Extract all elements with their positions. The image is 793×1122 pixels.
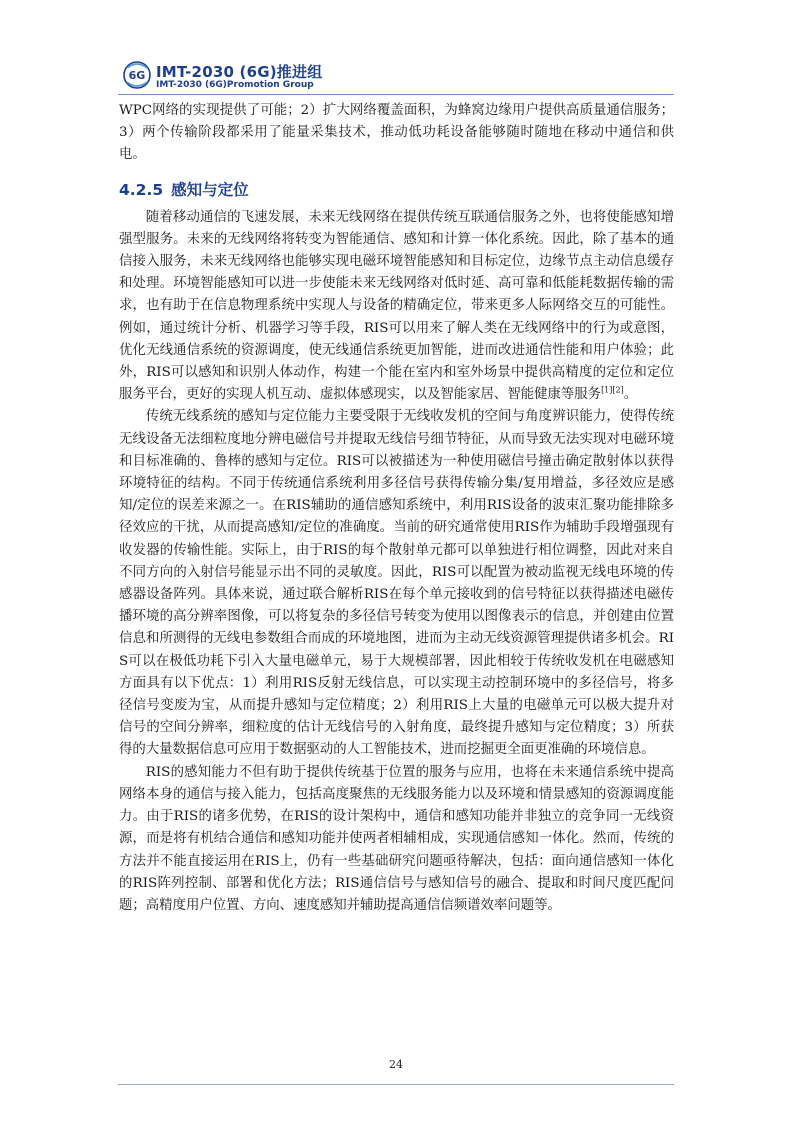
page-header — [122, 58, 682, 94]
paragraph-1-text: 随着移动通信的飞速发展，未来无线网络在提供传统互联通信服务之外，也将使能感知增强型服务。未来的无线网络将转变为智能通信、感知和计算一体化系统。因此，除了基本的通信接入服务，未来无线网络也能够实现电磁环境智能感知和目标定位，边缘节点主动信息缓存和处理。环境智能感知可以进一步使能未来无线网络对低时延、高可靠和低能耗数据传输的需求，也有助于在信息物理系统中实现人与设备的精确定位，带来更多人际网络交互的可能性。例如，通过统计分析、机器学习等手段，RIS可以用来了解人类在无线网络中的行为或意图，优化无线通信系统的资源调度，使无线通信系统更加智能，进而改进通信性能和用户体验；此外，RIS可以感知和识别人体动作，构建一个能在室内和室外场景中提供高精度的定位和定位服务平台，更好的实现人机互动、虚拟体感现实，以及智能家居、智能健康等服务 — [119, 209, 674, 403]
section-number: 4.2.5 — [119, 180, 164, 199]
org-name-en: IMT-2030 (6G)Promotion Group — [156, 80, 314, 90]
section-heading — [119, 179, 674, 201]
header-divider — [118, 94, 674, 95]
paragraph-1 — [119, 207, 674, 407]
footer-divider — [118, 1084, 674, 1085]
paragraph-1-end: 。 — [623, 387, 638, 403]
paragraph-2: 传统无线系统的感知与定位能力主要受限于无线收发机的空间与角度辨识能力，使得传统无线设备无法细粒度地分辨电磁信号并提取无线信号细节特征，从而导致无法实现对电磁环境和目标准确的、鲁棒的感知与定位。RIS可以被描述为一种使用磁信号撞击确定散射体以获得环境特征的结构。不同于传统通信系统利用多径信号获得传输分集/复用增益，多径效应是感知/定位的误差来源之一。在RIS辅助的通信感知系统中，利用RIS设备的波束汇聚功能排除多径效应的干扰，从而提高感知/定位的准确度。当前的研究通常使用RIS作为辅助手段增强现有收发器的传输性能。实际上，由于RIS的每个散射单元都可以单独进行相位调整，因此对来自不同方向的入射信号能显示出不同的灵敏度。因此，RIS可以配置为被动监视无线电环境的传感器设备阵列。具体来说，通过联合解析RIS在每个单元接收到的信号特征以获得描述电磁传播环境的高分辨率图像，可以将复杂的多径信号转变为使用以图像表示的信息，并创建由位置信息和所测得的无线电参数组合而成的环境地图，进而为主动无线资源管理提供诸多机会。RIS可以在极低功耗下引入大量电磁单元，易于大规模部署，因此相较于传统收发机在电磁感知方面具有以下优点：1）利用RIS反射无线信息，可以实现主动控制环境中的多径信号，将多径信号变废为宝，从而提升感知与定位精度；2）利用RIS上大量的电磁单元可以极大提升对信号的空间分辨率，细粒度的估计无线信号的入射角度，最终提升感知与定位精度；3）所获得的大量数据信息可应用于数据驱动的人工智能技术，进而挖掘更全面更准确的环境信息。 — [119, 409, 674, 758]
citation-ref: [1][2] — [601, 385, 624, 395]
page-body — [119, 100, 674, 917]
paragraph-3: RIS的感知能力不但有助于提供传统基于位置的服务与应用，也将在未来通信系统中提高网络本身的通信与接入能力，包括高度聚焦的无线服务能力以及环境和情景感知的资源调度能力。由于RIS的诸多优势，在RIS的设计架构中，通信和感知功能并非独立的竞争同一无线资源，而是将有机结合通信和感知功能并使两者相辅相成，实现通信感知一体化。然而，传统的方法并不能直接运用在RIS上，仍有一些基础研究问题亟待解决，包括：面向通信感知一体化的RIS阵列控制、部署和优化方法；RIS通信信号与感知信号的融合、提取和时间尺度匹配问题；高精度用户位置、方向、速度感知并辅助提高通信信频谱效率问题等。 — [119, 764, 674, 913]
imt2030-logo-icon — [122, 58, 152, 92]
org-name: IMT-2030 (6G)推进组 — [156, 63, 323, 81]
logo-text: 6G — [128, 69, 146, 82]
section-title: 感知与定位 — [171, 180, 249, 199]
page-number: 24 — [389, 1058, 403, 1071]
intro-paragraph: WPC网络的实现提供了可能；2）扩大网络覆盖面积，为蜂窝边缘用户提供高质量通信服务；3）两个传输阶段都采用了能量采集技术，推动低功耗设备能够随时随地在移动中通信和供电。 — [119, 103, 674, 163]
